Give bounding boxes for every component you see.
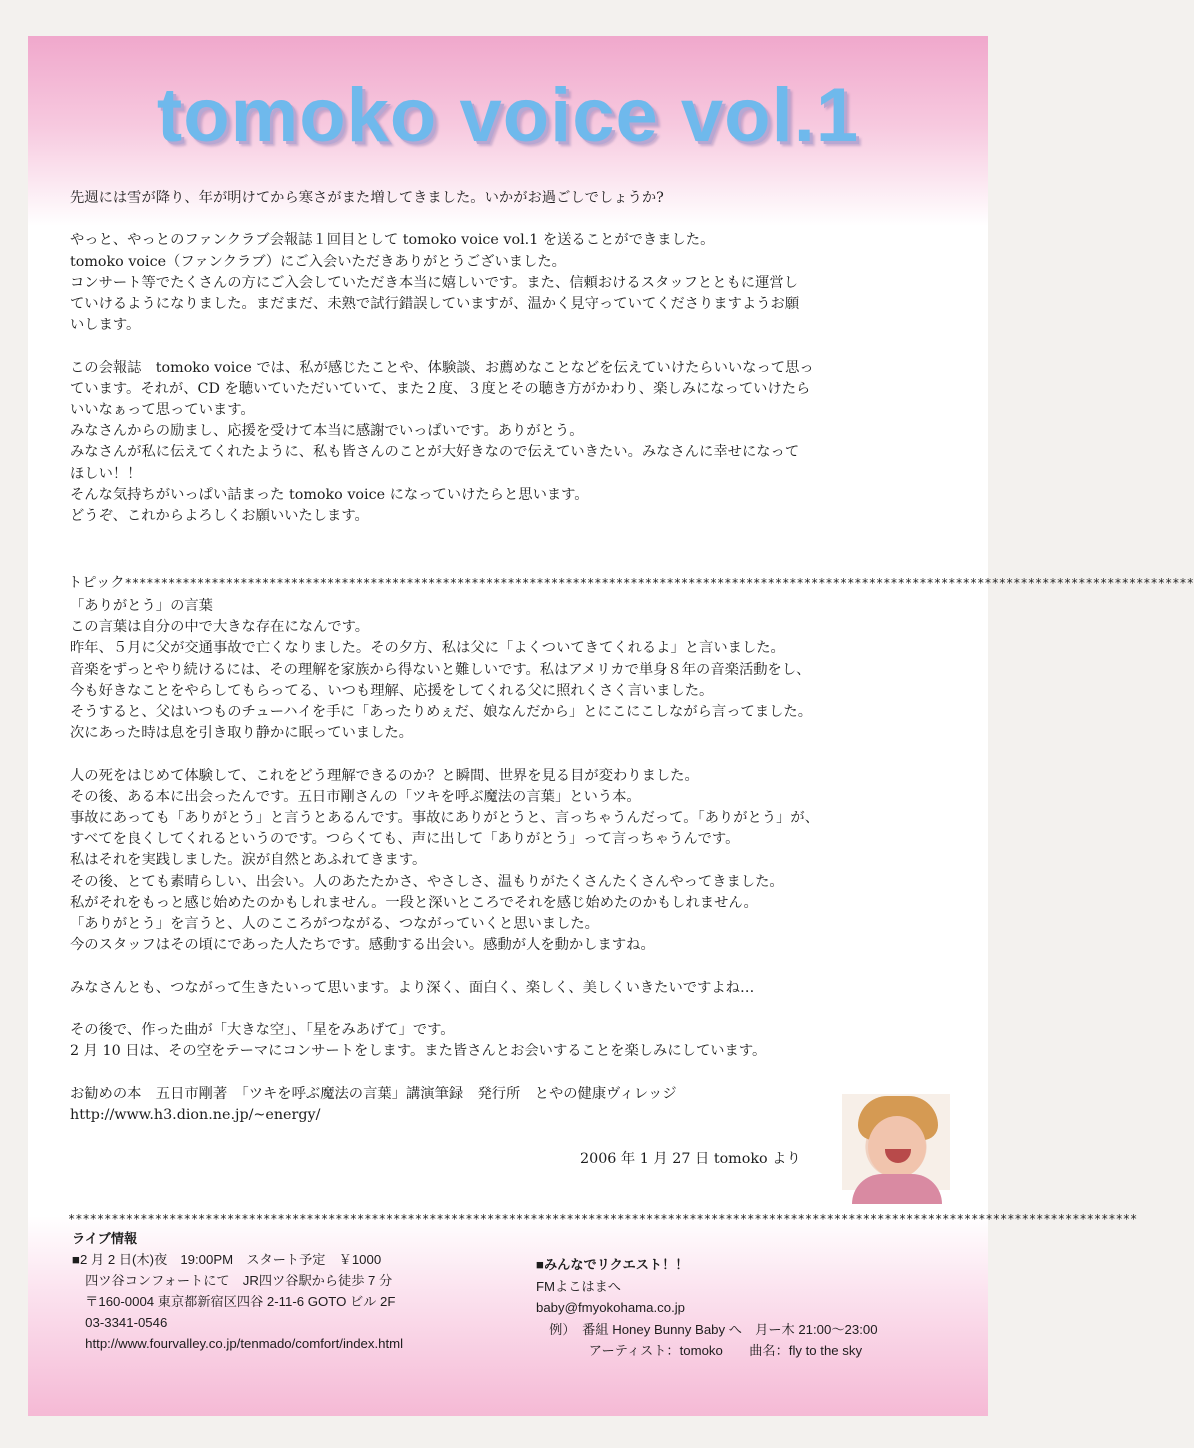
topic-line: 音楽をずっとやり続けるには、その理解を家族から得ないと難しいです。私はアメリカで単身８年の音楽活動をし、	[70, 661, 811, 678]
topic-line: その後、ある本に出会ったんです。五日市剛さんの「ツキを呼ぶ魔法の言葉」という本。	[70, 788, 641, 805]
topic-line: 「ありがとう」の言葉	[70, 598, 213, 614]
request-heading: ■みんなでリクエスト！！	[536, 1257, 689, 1272]
intro-line: コンサート等でたくさんの方にご入会していただき本当に嬉しいです。また、信頼おけるスタッフとともに運営し	[70, 274, 798, 291]
intro-line: 先週には雪が降り、年が明けてから寒さがまた増してきました。いかがお過ごしでしょうか?	[70, 190, 664, 206]
live-info-line: ■2 月 2 日(木)夜 19:00PM スタート予定 ￥1000	[72, 1252, 382, 1267]
topic-line: 昨年、５月に父が交通事故で亡くなりました。その夕方、私は父に「よくついてきてくれるよ」と言いました。	[70, 640, 785, 657]
newsletter-page	[28, 36, 1194, 1416]
paragraph-gap	[70, 1062, 970, 1083]
intro-line: ていけるようになりました。まだまだ、未熟で試行錯誤していますが、温かく見守っていてくださりますようお願	[70, 296, 800, 312]
topic-line: その後、とても素晴らしい、出会い。人のあたたかさ、やさしさ、温もりがたくさんたくさんやってきました。	[70, 873, 784, 890]
topic-line: 「ありがとう」を言うと、人のこころがつながる、つながっていくと思いました。	[70, 916, 599, 933]
topic-line: 事故にあっても「ありがとう」と言うとあるんです。事故にありがとうと、言っちゃうんだって。「ありがとう」が、	[70, 810, 820, 827]
paragraph-gap	[70, 956, 970, 977]
signature: 2006 年 1 月 27 日 tomoko より	[580, 1151, 801, 1167]
paragraph-gap	[70, 209, 970, 230]
topic-line: 私がそれをもっと感じ始めたのかもしれません。一段と深いところでそれを感じ始めたのかもしれません。	[70, 894, 758, 911]
topic-line: 今も好きなことをやらしてもらってる、いつも理解、応援をしてくれる父に照れくさく言いました。	[70, 682, 714, 699]
topic-label: トピック	[68, 575, 125, 591]
intro-line: みなさんが私に伝えてくれたように、私も皆さんのことが大好きなので伝えていきたい。みなさんに幸せになって	[70, 444, 800, 461]
live-info	[72, 1228, 542, 1354]
topic-line: http://www.h3.dion.ne.jp/~energy/	[70, 1106, 321, 1123]
intro-text	[70, 188, 970, 527]
live-info-line: http://www.fourvalley.co.jp/tenmado/comfort/index.html	[72, 1336, 404, 1351]
topic-line: この言葉は自分の中で大きな存在になんです。	[70, 619, 370, 636]
newsletter-title: tomoko voice vol.1	[156, 73, 860, 158]
section-divider: ****************************************************************************************************************************************************	[68, 1212, 1138, 1226]
intro-line: いいなぁって思っています。	[70, 402, 255, 418]
intro-line: ほしい！！	[70, 465, 142, 482]
intro-line: いします。	[70, 317, 141, 334]
intro-line: この会報誌 tomoko voice では、私が感じたことや、体験談、お薦めなことなどを伝えていけたらいいなって思っ	[70, 359, 814, 376]
intro-line: そんな気持ちがいっぱい詰まった tomoko voice になっていけたらと思います。	[70, 486, 589, 503]
live-info-heading: ライブ情報	[72, 1231, 138, 1246]
live-info-line: 03-3341-0546	[72, 1315, 168, 1330]
topic-line: すべてを良くしてくれるというのです。つらくても、声に出して「ありがとう」って言っちゃうんです。	[70, 831, 740, 848]
paragraph-gap	[70, 999, 970, 1020]
request-line: 例） 番組 Honey Bunny Baby へ 月ー木 21:00〜23:00	[536, 1321, 878, 1337]
topic-line: 次にあった時は息を引き取り静かに眠っていました。	[70, 725, 413, 742]
paragraph-gap	[70, 744, 970, 765]
live-info-line: 〒160-0004 東京都新宿区四谷 2-11-6 GOTO ビル 2F	[72, 1294, 396, 1309]
topic-line: 今のスタッフはその頃にであった人たちです。感動する出会い。感動が人を動かしますね。	[70, 937, 655, 954]
request-line: FMよこはまへ	[536, 1278, 621, 1294]
topic-divider	[68, 575, 1194, 591]
intro-line: どうぞ、これからよろしくお願いいたします。	[70, 508, 369, 525]
topic-text	[70, 596, 970, 1126]
intro-line: tomoko voice（ファンクラブ）にご入会いただきありがとうございました。	[70, 253, 566, 270]
intro-line: みなさんからの励まし、応援を受けて本当に感謝でいっぱいです。ありがとう。	[70, 423, 584, 440]
request-line: アーティスト：tomoko 曲名：fly to the sky	[536, 1343, 863, 1358]
topic-line: その後で、作った曲が「大きな空」、「星をみあげて」です。	[70, 1022, 455, 1039]
intro-line: ています。それが、CD を聴いていただいていて、また２度、３度とその聴き方がかわり、楽しみになっていけたら	[70, 380, 811, 397]
intro-line: やっと、やっとのファンクラブ会報誌１回目として tomoko voice vol.1 を送ることができました。	[70, 232, 715, 249]
request-info	[536, 1254, 976, 1362]
live-info-line: 四ツ谷コンフォートにて JR四ツ谷駅から徒歩 7 分	[72, 1273, 393, 1288]
tomoko-photo	[842, 1094, 950, 1190]
request-line: baby@fmyokohama.co.jp	[536, 1300, 685, 1315]
topic-stars: ****************************************************************************************************************************************************	[124, 576, 1194, 590]
topic-line: みなさんとも、つながって生きたいって思います。より深く、面白く、楽しく、美しくいきたいですよね…	[70, 979, 755, 996]
topic-line: 私はそれを実践しました。涙が自然とあふれてきます。	[70, 852, 427, 869]
paragraph-gap	[70, 336, 970, 357]
topic-line: 人の死をはじめて体験して、これをどう理解できるのか？と瞬間、世界を見る目が変わりました。	[70, 767, 699, 784]
topic-line: そうすると、父はいつものチューハイを手に「あったりめぇだ、娘なんだから」とにこにこしながら言ってました。	[70, 704, 813, 721]
topic-line: 2 月 10 日は、その空をテーマにコンサートをします。また皆さんとお会いすることを楽しみにしています。	[70, 1043, 767, 1060]
topic-line: お勧めの本 五日市剛著 「ツキを呼ぶ魔法の言葉」講演筆録 発行所 とやの健康ヴィレッジ	[70, 1085, 677, 1102]
